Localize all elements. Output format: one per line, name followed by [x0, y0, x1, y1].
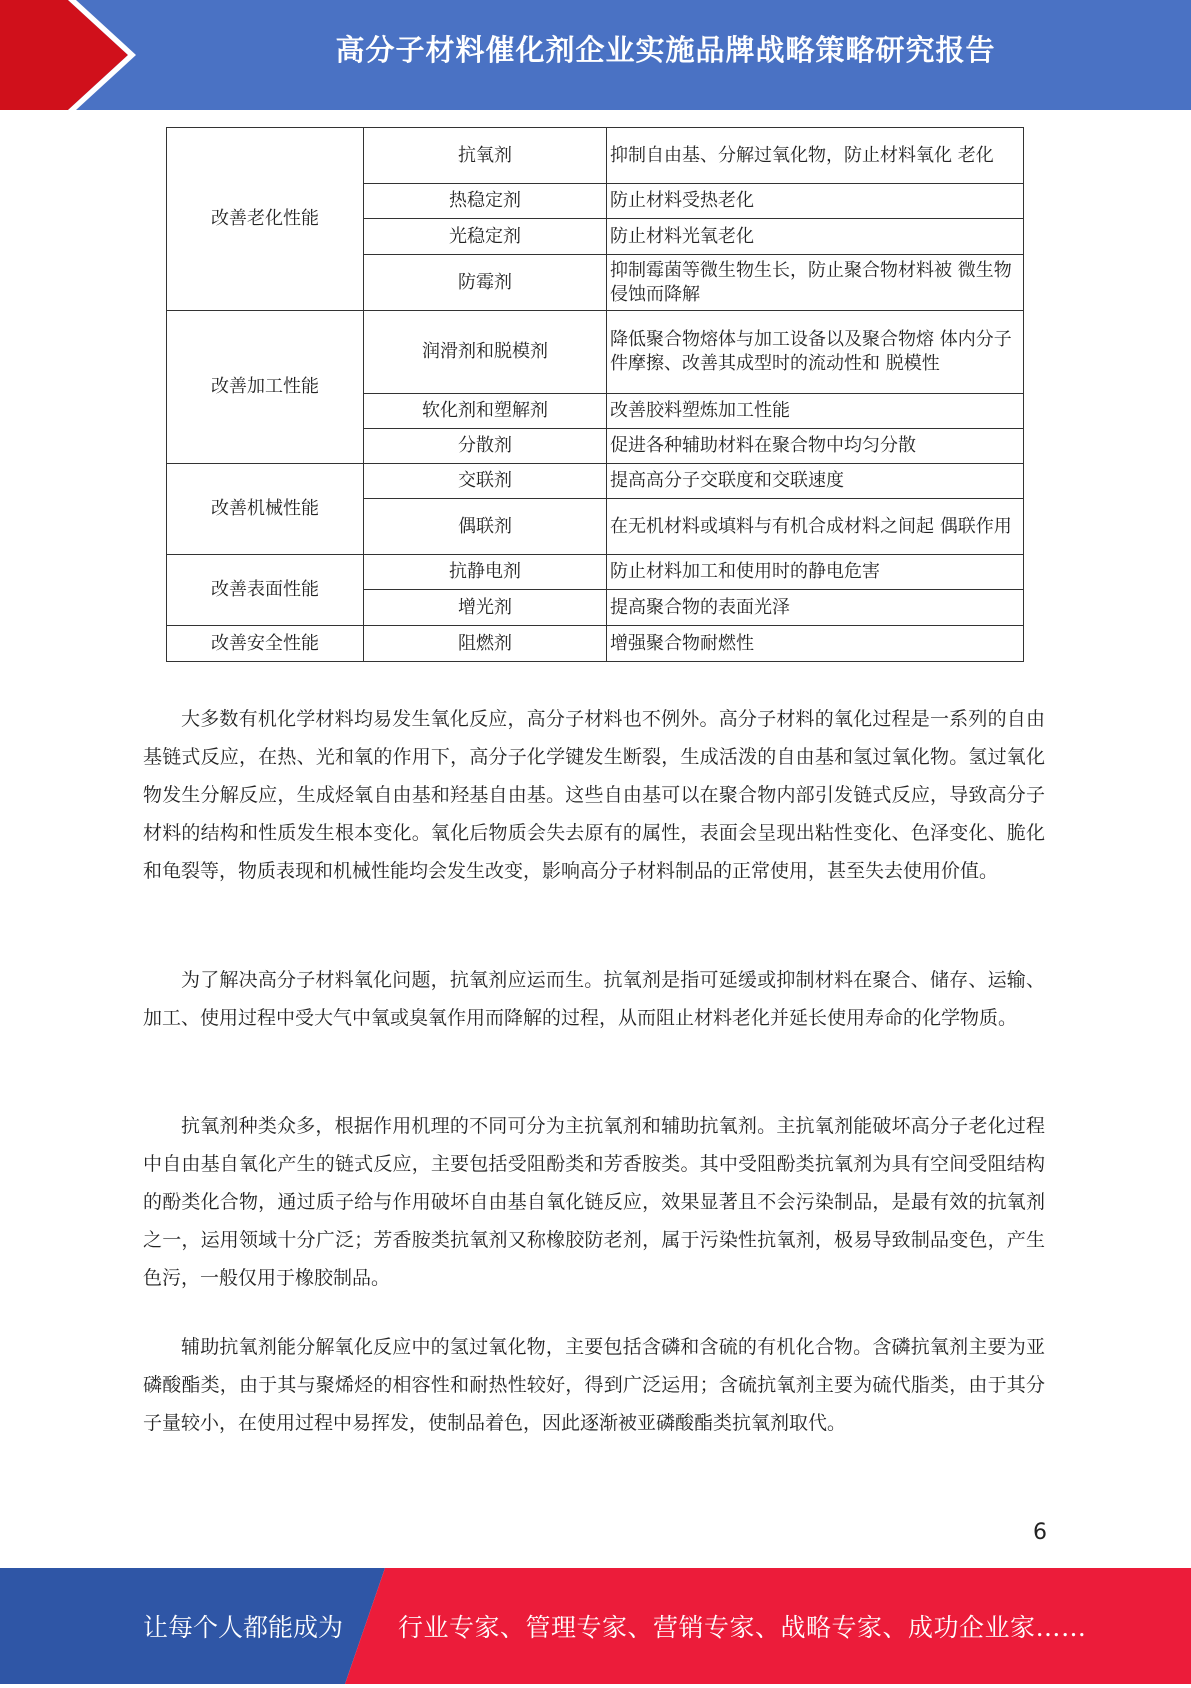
report-title: 高分子材料催化剂企业实施品牌战略策略研究报告 [335, 33, 996, 67]
description-cell: 抑制自由基、分解过氧化物，防止材料氧化 老化 [607, 128, 1024, 184]
category-cell: 改善加工性能 [167, 311, 364, 464]
additives-table [166, 127, 1024, 662]
agent-cell: 热稳定剂 [364, 184, 607, 219]
table-row [167, 311, 1024, 394]
footer-slogan-left: 让每个人都能成为 [143, 1613, 344, 1642]
agent-cell: 增光剂 [364, 590, 607, 626]
header-chevron-icon [0, 0, 160, 110]
page-header [0, 0, 1191, 110]
description-cell: 防止材料加工和使用时的静电危害 [607, 555, 1024, 590]
paragraph: 抗氧剂种类众多，根据作用机理的不同可分为主抗氧剂和辅助抗氧剂。主抗氧剂能破坏高分子老化过程中自由基自氧化产生的链式反应，主要包括受阻酚类和芳香胺类。其中受阻酚类抗氧剂为具有空间受阻结构的酚类化合物，通过质子给与作用破坏自由基自氧化链反应，效果显著且不会污染制品，是最有效的抗氧剂之一，运用领域十分广泛；芳香胺类抗氧剂又称橡胶防老剂，属于污染性抗氧剂，极易导致制品变色，产生色污，一般仅用于橡胶制品。 [143, 1115, 1045, 1289]
description-cell: 改善胶料塑炼加工性能 [607, 394, 1024, 429]
agent-cell: 软化剂和塑解剂 [364, 394, 607, 429]
agent-cell: 分散剂 [364, 429, 607, 464]
description-cell: 防止材料光氧老化 [607, 219, 1024, 255]
body-section [143, 961, 1045, 1037]
page-footer [0, 1568, 1191, 1684]
category-cell: 改善老化性能 [167, 128, 364, 311]
footer-slogan-right: 行业专家、管理专家、营销专家、战略专家、成功企业家…… [398, 1613, 1087, 1642]
table-row [167, 128, 1024, 184]
agent-cell: 阻燃剂 [364, 626, 607, 662]
agent-cell: 抗氧剂 [364, 128, 607, 184]
agent-cell: 抗静电剂 [364, 555, 607, 590]
paragraph: 辅助抗氧剂能分解氧化反应中的氢过氧化物，主要包括含磷和含硫的有机化合物。含磷抗氧剂主要为亚磷酸酯类，由于其与聚烯烃的相容性和耐热性较好，得到广泛运用；含硫抗氧剂主要为硫代脂类，由于其分子量较小，在使用过程中易挥发，使制品着色，因此逐渐被亚磷酸酯类抗氧剂取代。 [143, 1336, 1045, 1434]
agent-cell: 交联剂 [364, 464, 607, 499]
agent-cell: 光稳定剂 [364, 219, 607, 255]
description-cell: 降低聚合物熔体与加工设备以及聚合物熔 体内分子件摩擦、改善其成型时的流动性和 脱模性 [607, 311, 1024, 394]
page-number: 6 [1033, 1520, 1047, 1545]
agent-cell: 防霉剂 [364, 255, 607, 311]
category-cell: 改善机械性能 [167, 464, 364, 555]
description-cell: 在无机材料或填料与有机合成材料之间起 偶联作用 [607, 499, 1024, 555]
table-row [167, 464, 1024, 499]
description-cell: 防止材料受热老化 [607, 184, 1024, 219]
table-row [167, 626, 1024, 662]
category-cell: 改善安全性能 [167, 626, 364, 662]
description-cell: 增强聚合物耐燃性 [607, 626, 1024, 662]
table-row [167, 555, 1024, 590]
description-cell: 促进各种辅助材料在聚合物中均匀分散 [607, 429, 1024, 464]
description-cell: 提高聚合物的表面光泽 [607, 590, 1024, 626]
body-section [143, 700, 1045, 890]
paragraph: 大多数有机化学材料均易发生氧化反应，高分子材料也不例外。高分子材料的氧化过程是一系列的自由基链式反应，在热、光和氧的作用下，高分子化学键发生断裂，生成活泼的自由基和氢过氧化物。氢过氧化物发生分解反应，生成烃氧自由基和羟基自由基。这些自由基可以在聚合物内部引发链式反应，导致高分子材料的结构和性质发生根本变化。氧化后物质会失去原有的属性，表面会呈现出粘性变化、色泽变化、脆化和龟裂等，物质表现和机械性能均会发生改变，影响高分子材料制品的正常使用，甚至失去使用价值。 [143, 708, 1045, 882]
agent-cell: 润滑剂和脱模剂 [364, 311, 607, 394]
description-cell: 提高高分子交联度和交联速度 [607, 464, 1024, 499]
description-cell: 抑制霉菌等微生物生长，防止聚合物材料被 微生物侵蚀而降解 [607, 255, 1024, 311]
body-section [143, 1107, 1045, 1297]
body-section [143, 1328, 1045, 1442]
paragraph: 为了解决高分子材料氧化问题，抗氧剂应运而生。抗氧剂是指可延缓或抑制材料在聚合、储存、运输、加工、使用过程中受大气中氧或臭氧作用而降解的过程，从而阻止材料老化并延长使用寿命的化学物质。 [143, 969, 1045, 1029]
category-cell: 改善表面性能 [167, 555, 364, 626]
agent-cell: 偶联剂 [364, 499, 607, 555]
